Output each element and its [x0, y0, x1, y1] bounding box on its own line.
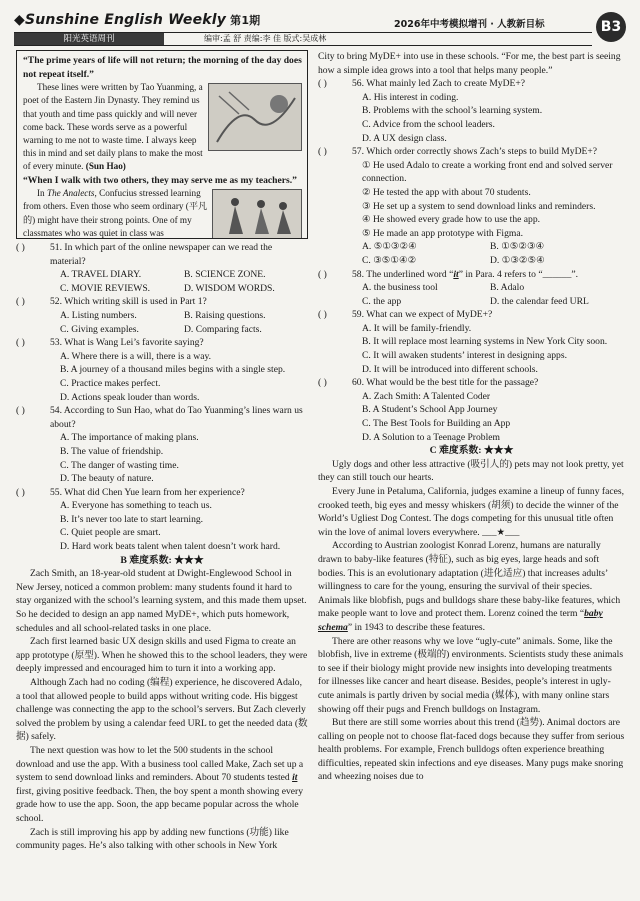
underlined-word: it	[453, 268, 459, 280]
option-line: D. Actions speak louder than words.	[60, 391, 200, 403]
questions-51-55	[16, 241, 308, 554]
option-row	[16, 268, 308, 282]
question	[16, 486, 308, 500]
option-line: B. The value of friendship.	[60, 445, 164, 457]
option-row	[16, 309, 308, 323]
question	[16, 336, 308, 350]
question	[318, 308, 625, 322]
answer-blank: ( )	[16, 242, 25, 253]
option-line: A. It will be family-friendly.	[362, 322, 472, 334]
answer-blank: ( )	[318, 146, 327, 158]
option: C. ③⑤①④②	[362, 254, 417, 266]
answer-blank: ( )	[16, 405, 25, 417]
option-line: A. His interest in coding.	[362, 91, 459, 103]
option: D. Comparing facts.	[184, 323, 262, 335]
section-c-para-4: There are other reasons why we love “ugly-cute” animals. Some, like the blobfish, live in extreme (极端的) environments. Scientists study these animals to see if their biology might provide new insights into developing treatments for illnesses like cancer and heart disease. Besides, people’s interest in ugly-cute animals is partly driven by social media (媒体), with many online stars showing off their pugs and French bulldogs on Instagram.	[318, 635, 624, 715]
question-stem: 57. Which order correctly shows Zach’s steps to build MyDE+?	[352, 146, 598, 158]
quote-box	[16, 50, 308, 239]
option: A. the business tool	[362, 282, 438, 294]
option-line: D. A UX design class.	[362, 132, 447, 144]
section-b-para-5: Zach is still improving his app by adding new functions (功能) like community pages. He’s also talking with other schools in New York	[16, 826, 289, 852]
questions-56-60	[318, 77, 625, 444]
section-b-continued: City to bring MyDE+ into use in these schools. “For me, the best part is seeing how a simple idea grows into a tool that helps many people.”	[318, 51, 621, 76]
option: B. ①⑤②③④	[490, 241, 545, 253]
quote-2: “When I walk with two others, they may serve me as my teachers.”	[23, 174, 297, 186]
answer-blank: ( )	[16, 296, 25, 308]
option: B. SCIENCE ZONE.	[184, 269, 266, 281]
option-line: A. Zach Smith: A Talented Coder	[362, 390, 491, 402]
option-row	[318, 240, 625, 254]
option: A. TRAVEL DIARY.	[60, 269, 142, 281]
option: C. the app	[362, 295, 402, 307]
section-c-heading: C 难度系数: ★★★	[429, 445, 514, 457]
confucius-picture	[212, 189, 302, 239]
calligraphy-picture	[208, 83, 302, 151]
option-line: D. A Solution to a Teenage Problem	[362, 431, 500, 443]
book-title: The Analects	[46, 188, 95, 199]
option: D. WISDOM WORDS.	[184, 282, 275, 294]
para-4-b: first, giving positive feedback. Then, the boy spent a month showing every grade how to use the app. Soon, the app became popular across the whole school.	[16, 785, 304, 824]
answer-blank: ( )	[318, 377, 327, 389]
question-stem: 55. What did Chen Yue learn from her experience?	[50, 486, 245, 498]
question	[16, 241, 308, 268]
option: D. the calendar feed URL	[490, 295, 589, 307]
quote-1-author: (Sun Hao)	[85, 161, 126, 172]
question	[318, 77, 625, 91]
question-stem: 56. What mainly led Zach to create MyDE+?	[352, 78, 526, 90]
section-b-para-2: Zach first learned basic UX design skills and used Figma to create an app prototype (原型). When he showed this to the school leaders, they were deeply impressed and encouraged him to turn it into a working app.	[16, 636, 308, 675]
option-row	[318, 295, 625, 309]
section-b-heading: B 难度系数: ★★★	[120, 554, 204, 566]
option: A. ⑤①③②④	[362, 241, 417, 253]
section-c-para-2: Every June in Petaluma, California, judges examine a lineup of funny faces, crooked teeth, big eyes and messy whiskers (胡须) to decide the winner of the World’s Ugliest Dog Contest. The dogs competing for this unusual title often win the love of animal lovers everywhere. ___★___	[318, 486, 624, 538]
option-line: B. It’s never too late to start learning.	[60, 513, 204, 525]
issue-number: 第1期	[230, 14, 261, 27]
para-4-a: The next question was how to let the 500 students in the school download and use the app. With a business tool called Make, Zach set up a system to send download links and reminders. About 70 students tested	[16, 744, 304, 784]
credits: 编审:孟 舒 责编:李 佳 版式:吴成林	[204, 34, 327, 43]
option-line: A. The importance of making plans.	[60, 432, 199, 444]
option-line: C. Quiet people are smart.	[60, 527, 161, 539]
question	[318, 268, 625, 282]
option-row	[16, 282, 308, 296]
page-badge: B3	[596, 12, 626, 42]
quote-1-body: These lines were written by Tao Yuanming, a poet of the Eastern Jin Dynasty. They remind us that youth and time pass quickly and will never come back. These words serve as a powerful warning to me not to waste time. I always keep this in mind and set daily plans to make the most of every minute.	[23, 82, 203, 172]
option-line: ① He used Adalo to create a working front end and solved server connection.	[362, 159, 613, 185]
section-c-para-5: But there are still some worries about this trend (趋势). Animal doctors are calling on people not to choose flat-faced dogs because they suffer from serious health problems. For example, French bulldogs often experience breathing difficulties, repeated skin infections and eye diseases. Many pugs make snoring and wheezing noises due to	[318, 717, 625, 783]
question-stem-a: 58. The underlined word “	[352, 268, 454, 280]
option-line: ② He tested the app with about 70 students.	[362, 186, 531, 198]
question-stem: 59. What can we expect of MyDE+?	[352, 309, 493, 321]
option-line: D. It will be introduced into different schools.	[362, 363, 538, 375]
option-line: D. The beauty of nature.	[60, 473, 154, 485]
option-line: C. Advice from the school leaders.	[362, 118, 495, 130]
header-bar	[14, 32, 592, 46]
option-line: A. Where there is a will, there is a way.	[60, 350, 212, 362]
quote-1: “The prime years of life will not return; the morning of the day does not repeat itself.”	[23, 55, 302, 80]
section-b-para-3: Although Zach had no coding (编程) experience, he discovered Adalo, a tool that allowed people to build apps without writing code. His biggest challenge was connecting the app to the school’s servers. But Zach cleverly solved the problem by using a calendar feed URL to get the needed data (数据) safely.	[16, 677, 308, 743]
question-stem-b: ” in Para. 4 refers to “______”.	[458, 268, 579, 280]
option-line: ③ He set up a system to send download links and reminders.	[362, 200, 596, 212]
brand-title: ◆Sunshine English Weekly 第1期	[14, 12, 261, 28]
option-row	[16, 323, 308, 337]
question-stem: 54. According to Sun Hao, what do Tao Yuanming’s lines warn us about?	[50, 405, 303, 430]
question-stem: 52. Which writing skill is used in Part 1?	[50, 296, 207, 308]
option-line: C. Practice makes perfect.	[60, 377, 161, 389]
answer-blank: ( )	[16, 337, 25, 349]
option-line: B. Problems with the school’s learning system.	[362, 105, 543, 117]
page-header	[14, 12, 626, 48]
edition-label: 2026年中考模拟增刊 · 人教新目标	[394, 19, 545, 30]
question	[318, 145, 625, 159]
option: C. Giving examples.	[60, 323, 139, 335]
question	[16, 404, 308, 431]
left-column	[16, 50, 308, 853]
option-line: D. Hard work beats talent when talent doesn’t work hard.	[60, 541, 281, 553]
quote-2-body-a: In	[37, 188, 47, 199]
option: B. Raising questions.	[184, 309, 266, 321]
right-column	[318, 50, 625, 784]
option-line: ⑤ He made an app prototype with Figma.	[362, 227, 523, 239]
section-b-para-4	[16, 744, 308, 826]
option: A. Listing numbers.	[60, 309, 137, 321]
question-stem: 51. In which part of the online newspaper can we read the material?	[50, 242, 273, 267]
question	[16, 295, 308, 309]
answer-blank: ( )	[16, 486, 25, 498]
option-line: B. A journey of a thousand miles begins with a single step.	[60, 364, 286, 376]
underlined-it: it	[292, 772, 298, 784]
question-stem: 53. What is Wang Lei’s favorite saying?	[50, 337, 204, 349]
option-line: C. The Best Tools for Building an App	[362, 418, 511, 430]
option: B. Adalo	[490, 282, 525, 294]
para-3-a: According to Austrian zoologist Konrad Lorenz, humans are naturally drawn to baby-like features (特征), such as big eyes, large heads and soft bodies. This is an evolutionary adaptation (进化适应) that increases adults’ willingness to care for the young, ensuring the survival of their species. Animals like blobfish, pugs and bulldogs share these baby-like features, which make people want to love and protect them. Lorenz coined the term “	[318, 540, 621, 620]
option: D. ①③②⑤④	[490, 254, 545, 266]
option-line: B. It will replace most learning systems in New York City soon.	[362, 336, 608, 348]
option-row	[318, 254, 625, 268]
section-c-para-3	[318, 539, 625, 634]
quote-2-body-b: , Confucius stressed learning from others. Even those who seem ordinary (平凡的) might have their strong points. One of my classmates who was quiet in class was	[23, 188, 208, 238]
option-line: C. The danger of wasting time.	[60, 459, 179, 471]
answer-blank: ( )	[318, 268, 327, 280]
option-line: A. Everyone has something to teach us.	[60, 500, 212, 512]
section-b-para-1: Zach Smith, an 18-year-old student at Dwight-Englewood School in New Jersey, noticed a common problem: many students found it hard to stay organized with the school’s learning system, and this made them upset. So he decided to design an app named MyDE+, which puts homework, schedules and all school-related tasks in one place.	[16, 568, 307, 634]
question-stem: 60. What would be the best title for the passage?	[352, 377, 539, 389]
baby-schema-term: baby schema	[318, 608, 603, 633]
option-line: ④ He showed every grade how to use the app.	[362, 214, 541, 226]
section-c-para-1: Ugly dogs and other less attractive (吸引人的) pets may not look pretty, yet they can still touch our hearts.	[318, 458, 624, 484]
option-line: B. A Student’s School App Journey	[362, 404, 498, 416]
para-3-b: ” in 1943 to describe these features.	[347, 621, 486, 633]
option-line: C. It will awaken students’ interest in designing apps.	[362, 350, 567, 362]
option-row	[318, 281, 625, 295]
question	[318, 376, 625, 390]
paper-name: 阳光英语周刊	[14, 33, 164, 45]
brand-name: Sunshine English Weekly	[24, 12, 227, 28]
option: C. MOVIE REVIEWS.	[60, 282, 151, 294]
answer-blank: ( )	[318, 78, 327, 90]
answer-blank: ( )	[318, 309, 327, 321]
